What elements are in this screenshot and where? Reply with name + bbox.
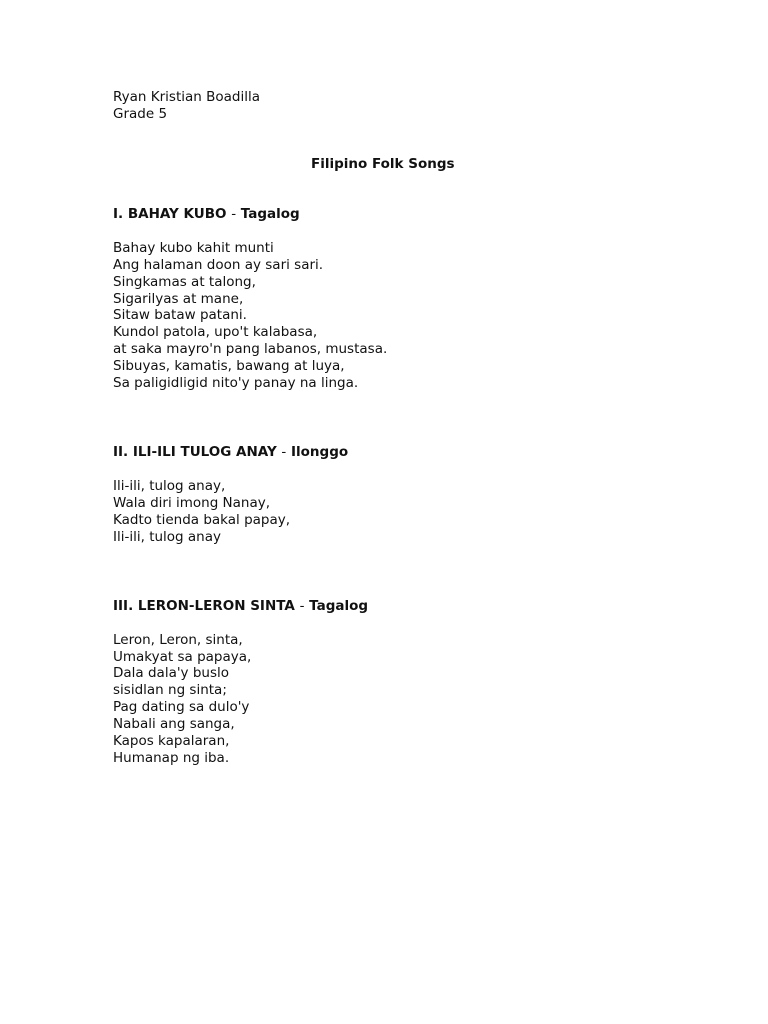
lyric-line: Dala dala'y buslo	[113, 665, 230, 682]
author-grade: Grade 5	[113, 105, 168, 122]
song-number: II.	[113, 443, 129, 460]
lyric-line: Singkamas at talong,	[113, 273, 256, 290]
lyric-line: Ili-ili, tulog anay	[113, 528, 221, 545]
lyric-line: Sa paligidligid nito'y panay na linga.	[113, 375, 359, 392]
lyric-line: sisidlan ng sinta;	[113, 682, 227, 699]
song-lyrics	[113, 240, 673, 392]
songs-list	[113, 205, 673, 767]
lyric-line: Kadto tienda bakal papay,	[113, 511, 291, 528]
lyric-line: Ili-ili, tulog anay,	[113, 477, 226, 494]
song-lyrics	[113, 478, 673, 546]
lyric-line: Sibuyas, kamatis, bawang at luya,	[113, 358, 345, 375]
song-section	[113, 443, 673, 546]
lyric-line: Sigarilyas at mane,	[113, 290, 244, 307]
document-title: Filipino Folk Songs	[311, 155, 455, 172]
song-title	[113, 597, 673, 615]
lyric-line: at saka mayro'n pang labanos, mustasa.	[113, 341, 388, 358]
song-language: Tagalog	[240, 205, 300, 222]
lyric-line: Wala diri imong Nanay,	[113, 494, 271, 511]
lyric-line: Leron, Leron, sinta,	[113, 631, 243, 648]
lyric-line: Kapos kapalaran,	[113, 733, 230, 750]
song-number: III.	[113, 597, 134, 614]
lyric-line: Ang halaman doon ay sari sari.	[113, 256, 324, 273]
song-title-separator: -	[299, 597, 305, 614]
document-page	[113, 89, 673, 767]
song-number: I.	[113, 205, 124, 222]
song-name: ILI-ILI TULOG ANAY	[132, 443, 277, 460]
lyric-line: Pag dating sa dulo'y	[113, 699, 250, 716]
song-name: LERON-LERON SINTA	[137, 597, 295, 614]
lyric-line: Humanap ng iba.	[113, 749, 230, 766]
song-title-separator: -	[231, 205, 237, 222]
lyric-line: Umakyat sa papaya,	[113, 648, 252, 665]
lyric-line: Nabali ang sanga,	[113, 716, 235, 733]
author-name: Ryan Kristian Boadilla	[113, 89, 260, 105]
song-title-separator: -	[281, 443, 287, 460]
song-section	[113, 205, 673, 392]
song-title	[113, 443, 673, 461]
lyric-line: Kundol patola, upo't kalabasa,	[113, 324, 318, 341]
lyric-line: Sitaw bataw patani.	[113, 307, 247, 324]
song-lyrics	[113, 632, 673, 767]
song-section	[113, 597, 673, 767]
song-name: BAHAY KUBO	[127, 205, 227, 222]
song-language: Tagalog	[309, 597, 369, 614]
song-title	[113, 205, 673, 223]
lyric-line: Bahay kubo kahit munti	[113, 239, 274, 256]
song-language: Ilonggo	[291, 443, 349, 460]
author-header	[113, 89, 673, 123]
